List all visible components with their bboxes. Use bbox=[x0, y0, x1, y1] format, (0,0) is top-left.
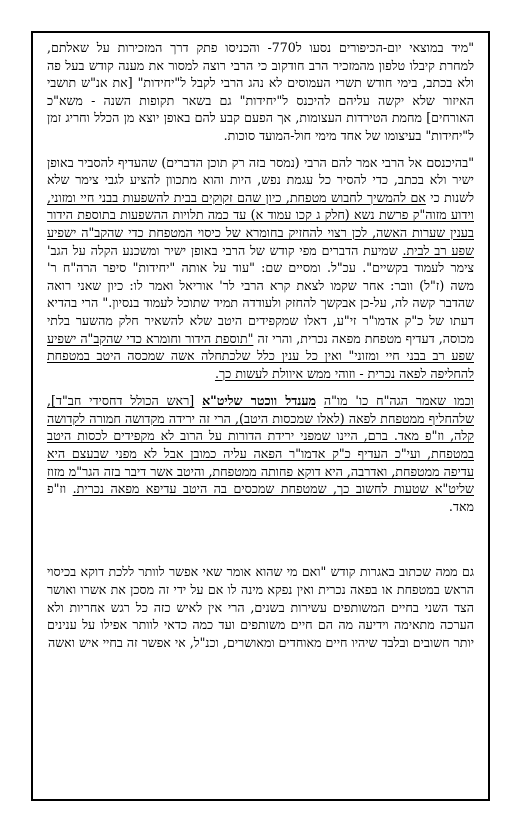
paragraph-3-name: מענדל ווכטר שליט"א bbox=[202, 393, 316, 409]
paragraph-2-intro: "בהיכנסם אל הרבי אמר להם הרבי (נמסר בזה רק תוכן הדברים) שהעדיף להסביר באופן ישיר ולא בכתב, כדי להסיר כל עגמת נפש, היות והוא מתכוון להציע לגבי צימר שלא לשנות כי bbox=[47, 154, 474, 205]
paragraph-2-underlined: אם להמשיך לחבוש מטפחת, כיון שהם זקוקים בבית להשפעות בבני חיי ומזוני, וידוע מזוה"ק פרשת נשא (חלק ג קכו עמוד א) עד כמה תלויות ההשפעות בתוספת הידור בענין שערות האשה, לכן רצוי להחזיק בחומרא של כיסוי המטפחת כדי שהקב"ה ישפיע שפע רב לבית. bbox=[47, 189, 474, 258]
document-body bbox=[47, 39, 474, 651]
paragraph-2-rest: שמיעת הדברים מפי קודש של הרבי באופן ישיר ומשכנע הקלה על הגב' צימר לעמוד בקשיים". עכ"ל. ומסיים שם: "עוד על אותה "יחידות" סיפר הרה"ח ר' משה (ז"ל) וובר: אחר שקמו לצאת קרא הרבי לר' אוריאל ואמר לו: כיון שאני רואה שהדבר קשה לה, על-כן אבקשך להחזק ולעודדה תמיד שתוכל לעמוד בנסיון." הרי בהדיא דעתו של כ"ק אדמו"ר זי"ע, דאלו שמקפידים היטב שלא להשאיר חלק מהשער בלתי מכוסה, דעדיף מטפחת מפאה נכרית, והרי זה bbox=[47, 242, 474, 346]
paragraph-2-underlined-2: "תוספת הידור וחומרא כדי שהקב"ה ישפיע שפע רב בבני חיי ומזוני" ואין כל ענין כלל שלכתחלה אשה שמכסה היטב במטפחת להחליפה לפאה נכרית - וזוהי ממש איוולת לעשות כך. bbox=[47, 330, 474, 381]
paragraph-4: גם ממה שכתוב באגרות קודש "ואם מי שהוא אומר שאי אפשר לוותר ללכת דוקא בכיסוי הראש במטפחת או בפאה נכרית ואין נפקא מינה לו אם על ידי זה מסכן את אשרו ואושר הצד השני בחיים המשותפים עשירות בשנים, הרי אין לאיש כזה כל רגש אחריות ולא הערכה מתאימה וידיעה מה הם חיים משותפים ועד כמה כדאי לוותר אפילו על ענינים יותר חשובים ובלבד שיהיו חיים מאוחדים ומאושרים, וכנ"ל, אי אפשר זה בחיי איש ואשה bbox=[47, 564, 474, 650]
paragraph-3 bbox=[47, 392, 474, 515]
paragraph-1: "מיד במוצאי יום-הכיפורים נסעו ל770- והכניסו פתק דרך המזכירות על שאלתם, למחרת קיבלו טלפון מהמזכיר הרב חודקוב כי הרבי רוצה למסור את מענה קודש בעל פה ולא בכתב, בימי חודש תשרי העמוסים לא נהג הרבי לקבל ל"יחידות" [את אנ"ש תושבי האיזור שלא יקשה עליהם להיכנס ל"יחידות" גם בשאר תקופות השנה - משא"כ האורחים] מחמת הטירדות העצומות, אך הפעם קבע להם באופן יוצא מן הכלל וחריג זמן ל"יחידות" בעיצומו של אחד מימי חול-המועד סוכות. bbox=[47, 40, 474, 143]
paragraph-2 bbox=[47, 154, 474, 383]
paragraph-3-end: וז"פ מאד. bbox=[47, 481, 474, 514]
paragraph-3-intro: וכמו שאמר הגה"ח כו' מו"ה bbox=[323, 393, 474, 409]
document-frame bbox=[31, 31, 490, 801]
paragraph-3-underlined: [ראש הכולל דחסידי חב"ד], שלהחליף ממטפחת לפאה (לאלו שמכסות היטב), הרי זה ירידה מקדושה חמורה לקדושה קלה, וז"פ מאד. ברם, היינו שמפני ירידת הדורות על הרוב לא מקפידים לכסות היטב במטפחת, ועי"כ העדיף כ"ק אדמו"ר הפאה עליה כמובן אבל לא מפני שבעצם היא עדיפה ממטפחת, ואדרבה, היא דוקא פחותה ממטפחת, והיטב אשר דיבר בזה הגר"מ מזוז שליט"א שטעות לחשוב כך, שמטפחת שמכסים בה היטב עדיפא מפאה נכרית. bbox=[47, 393, 474, 497]
